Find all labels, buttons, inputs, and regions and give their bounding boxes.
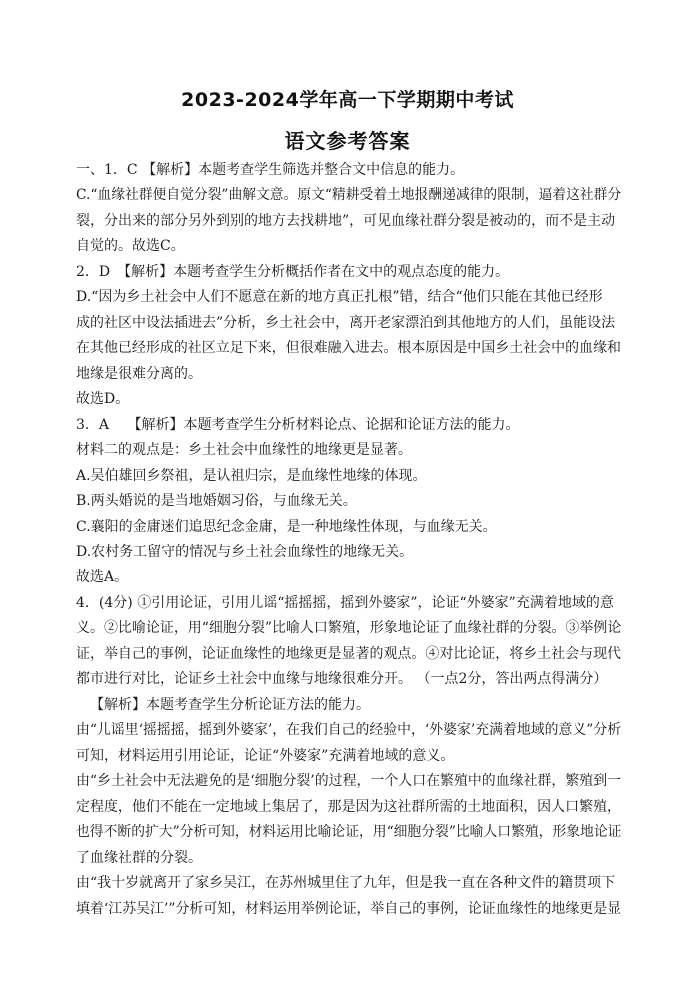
- text-line: 成的社区中设法插进去”分析，乡土社会中，离开老家漂泊到其他地方的人们，虽能设法: [76, 315, 616, 331]
- text-line: 自觉的。故选C。: [76, 238, 185, 254]
- exam-title: 2023-2024学年高一下学期期中考试: [181, 89, 514, 111]
- text-line: 材料二的观点是：乡土社会中血缘性的地缘更是显著。: [76, 442, 412, 458]
- text-line: 故选A。: [76, 569, 129, 585]
- text-line: 可知，材料运用引用论证，论证“外婆家”充满着地域的意义。: [76, 748, 455, 764]
- text-line: 也得不断的扩大”分析可知，材料运用比喻论证，用“细胞分裂”比喻人口繁殖，形象地论证: [76, 824, 622, 840]
- text-line: 裂，分出来的部分另外到别的地方去找耕地”，可见血缘社群分裂是被动的，而不是主动: [76, 213, 616, 229]
- document-subtitle: 语文参考答案: [284, 129, 411, 153]
- text-line: 故选D。: [76, 391, 130, 407]
- text-line: 由“儿谣里‘摇摇摇，摇到外婆家’，在我们自己的经验中，‘外婆家’充满着地域的意义”分析: [76, 722, 622, 738]
- text-line: 义。②比喻论证，用“细胞分裂”比喻人口繁殖，形象地论证了血缘社群的分裂。③举例论: [76, 620, 622, 636]
- text-line: D.农村务工留守的情况与乡土社会血缘性的地缘无关。: [76, 544, 414, 560]
- text-line: 由“乡土社会中无法避免的是‘细胞分裂’的过程，一个人口在繁殖中的血缘社群，繁殖到一: [76, 773, 622, 789]
- text-line: 4．(4分) ①引用论证，引用儿谣“摇摇摇，摇到外婆家”，论证“外婆家”充满着地域的意: [76, 595, 614, 611]
- text-line: 【解析】本题考查学生分析论证方法的能力。: [90, 697, 370, 713]
- text-line: D.“因为乡土社会中人们不愿意在新的地方真正扎根”错，结合“他们只能在其他已经形: [76, 289, 603, 305]
- text-line: 都市进行对比，论证乡土社会中血缘与地缘很难分开。 （一点2分，答出两点得满分）: [76, 671, 608, 687]
- text-line: 由“我十岁就离开了家乡吴江，在苏州城里住了九年，但是我一直在各种文件的籍贯项下: [76, 875, 616, 891]
- text-line: A.吴伯雄回乡祭祖，是认祖归宗，是血缘性地缘的体现。: [76, 468, 427, 484]
- text-line: 2．D 【解析】本题考查学生分析概括作者在文中的观点态度的能力。: [76, 264, 510, 280]
- text-line: 地缘是很难分离的。: [76, 366, 202, 382]
- text-line: 3．A 【解析】本题考查学生分析材料论点、论据和论证方法的能力。: [76, 417, 520, 433]
- text-line: 了血缘社群的分裂。: [76, 850, 202, 866]
- text-line: C.襄阳的金庸迷们追思纪念金庸，是一种地缘性体现，与血缘无关。: [76, 519, 497, 535]
- text-line: 一、1．C 【解析】本题考查学生筛选并整合文中信息的能力。: [76, 162, 465, 178]
- text-line: 证，举自己的事例，论证血缘性的地缘更是显著的观点。④对比论证，将乡土社会与现代: [76, 646, 622, 662]
- text-line: 在其他已经形成的社区立足下来，但很难融入进去。根本原因是中国乡土社会中的血缘和: [76, 340, 622, 356]
- text-line: 填着‘江苏吴江’”分析可知，材料运用举例论证，举自己的事例，论证血缘性的地缘更是显: [76, 901, 622, 917]
- text-line: C.“血缘社群便自觉分裂”曲解文意。原文“精耕受着土地报酬递减律的限制，逼着这社群分: [76, 187, 622, 203]
- text-line: 定程度，他们不能在一定地域上集居了，那是因为这社群所需的土地面积，因人口繁殖，: [76, 799, 622, 815]
- text-line: B.两头婚说的是当地婚姻习俗，与血缘无关。: [76, 493, 357, 509]
